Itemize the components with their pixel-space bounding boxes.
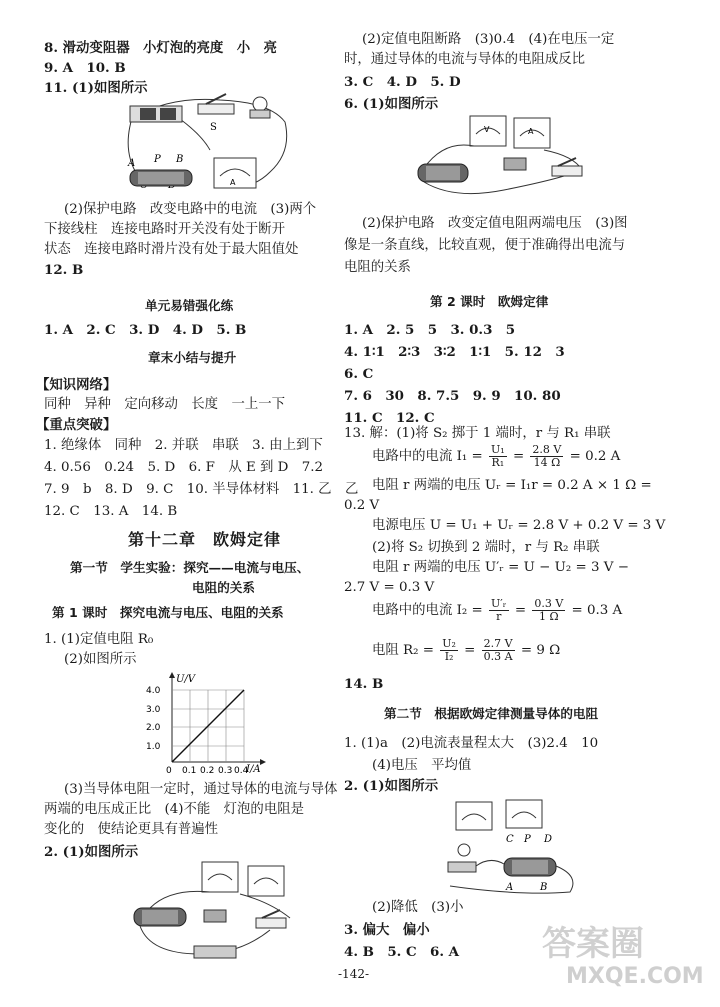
error-drill-answers: 1. A 2. C 3. D 4. D 5. B: [44, 322, 247, 338]
section-1-title-cont: 电阻的关系: [192, 580, 255, 595]
answer-r7: 电阻的关系: [344, 260, 411, 275]
answer-r3: 3. C 4. D 5. D: [344, 74, 461, 90]
svg-text:B: B: [540, 882, 548, 893]
ohm-answers-line2: 4. 1∶1 2∶3 3∶2 1∶1 5. 12 3: [344, 344, 565, 360]
measure-answer-2b: (2)降低 (3)小: [372, 900, 464, 915]
svg-text:1.0: 1.0: [146, 742, 161, 752]
solution-eq-current-2: 电路中的电流 I₂ = $\frac{\text{U′ᵣ}}{r}$ = $\frac{0.3 V}{1 \Omega}$ = 0.3 A: [372, 597, 623, 623]
svg-text:0.3: 0.3: [218, 766, 233, 776]
section-title-summary: 章末小结与提升: [148, 350, 237, 365]
key-answers-line4: 12. C 13. A 14. B: [44, 504, 178, 519]
measure-answer-1: 1. (1)a (2)电流表量程太大 (3)2.4 10: [344, 736, 599, 751]
answer-p1b: (2)如图所示: [64, 652, 137, 667]
ohm-answers-line3: 6. C: [344, 366, 374, 382]
answer-q14: 14. B: [344, 676, 384, 692]
svg-text:A: A: [128, 158, 136, 169]
svg-text:A: A: [506, 882, 514, 893]
lesson-2-title: 第 2 课时 欧姆定律: [430, 294, 549, 309]
answer-p1d: 两端的电压成正比 (4)不能 灯泡的电阻是: [44, 802, 304, 817]
answer-r4: 6. (1)如图所示: [344, 96, 439, 112]
circuit-figure-r6: [414, 110, 594, 200]
solution-eq-resistance: 电阻 R₂ = $\frac{\text{U₂}}{\text{I₂}}$ = $\frac{2.7 V}{0.3 A}$ = 9 Ω: [372, 637, 561, 663]
page-number: -142-: [338, 967, 370, 981]
solution-q13-intro: 13. 解：(1)将 S₂ 掷于 1 端时，r 与 R₁ 串联: [344, 426, 611, 441]
solution-eq-voltage-r2-cont: 2.7 V = 0.3 V: [344, 580, 435, 595]
answer-p2: 2. (1)如图所示: [44, 844, 139, 860]
svg-text:P: P: [154, 154, 161, 165]
answer-q9-q10: 9. A 10. B: [44, 60, 126, 76]
svg-text:0: 0: [166, 766, 172, 776]
measure-answer-1b: (4)电压 平均值: [372, 758, 472, 773]
svg-text:B: B: [176, 154, 184, 165]
answer-p1: 1. (1)定值电阻 R₀: [44, 632, 154, 647]
answer-r1: (2)定值电阻断路 (3)0.4 (4)在电压一定: [362, 32, 615, 47]
knowledge-network-answers: 同种 异种 定向移动 长度 一上一下: [44, 397, 286, 412]
svg-text:D: D: [544, 834, 553, 845]
svg-text:0.1: 0.1: [182, 766, 197, 776]
answer-r6: 像是一条直线，比较直观，便于准确得出电流与: [344, 238, 626, 253]
svg-text:U/V: U/V: [176, 674, 196, 685]
svg-text:0.2: 0.2: [200, 766, 215, 776]
chapter-title: 第十二章 欧姆定律: [128, 530, 282, 549]
ohm-answers-line1: 1. A 2. 5 5 3. 0.3 5: [344, 322, 516, 338]
key-answers-line1: 1. 绝缘体 同种 2. 并联 串联 3. 由上到下: [44, 438, 323, 453]
section-1-title: 第一节 学生实验：探究——电流与电压、: [70, 560, 310, 575]
measure-answer-3: 3. 偏大 偏小: [344, 922, 430, 938]
solution-eq-voltage-r-cont: 0.2 V: [344, 498, 380, 513]
answer-q11-2a: (2)保护电路 改变电路中的电流 (3)两个: [64, 202, 317, 217]
solution-eq-voltage-r2: 电阻 r 两端的电压 U′ᵣ = U − U₂ = 3 V −: [372, 560, 629, 575]
answer-q8: 8. 滑动变阻器 小灯泡的亮度 小 亮: [44, 40, 277, 56]
ohm-answers-line5: 11. C 12. C: [344, 410, 435, 426]
svg-text:V: V: [484, 125, 490, 134]
watermark-logo: 答案圈: [542, 924, 644, 964]
key-answers-line2: 4. 0.56 0.24 5. D 6. F 从 E 到 D 7.2: [44, 460, 324, 475]
circuit-figure-q11: [110, 92, 300, 204]
circuit-figure-p2: [130, 858, 310, 962]
section-2-title: 第二节 根据欧姆定律测量导体的电阻: [384, 706, 599, 721]
answer-q11: 11. (1)如图所示: [44, 80, 148, 96]
answer-q12: 12. B: [44, 262, 84, 278]
answer-q11-2c: 状态 连接电路时滑片没有处于最大阻值处: [44, 242, 299, 257]
ohm-answers-line4: 7. 6 30 8. 7.5 9. 9 10. 80: [344, 388, 561, 404]
circuit-figure-m2: [440, 796, 600, 896]
answer-r2: 时，通过导体的电流与导体的电阻成反比: [344, 52, 586, 67]
solution-eq-source-voltage: 电源电压 U = U₁ + Uᵣ = 2.8 V + 0.2 V = 3 V: [372, 518, 666, 533]
lesson-1-title: 第 1 课时 探究电流与电压、电阻的关系: [52, 605, 284, 620]
svg-text:0.4: 0.4: [234, 766, 249, 776]
watermark-url: MXQE.COM: [566, 964, 704, 989]
section-title-error-drill: 单元易错强化练: [145, 298, 234, 313]
svg-text:A: A: [230, 178, 236, 187]
knowledge-network-heading: 【知识网络】: [36, 377, 117, 393]
key-points-heading: 【重点突破】: [36, 417, 117, 433]
measure-answer-2: 2. (1)如图所示: [344, 778, 439, 794]
svg-text:A: A: [528, 127, 534, 136]
svg-text:3.0: 3.0: [146, 705, 161, 715]
key-answers-line3: 7. 9 b 8. D 9. C 10. 半导体材料 11. 乙 乙: [44, 482, 359, 497]
solution-eq-current-1: 电路中的电流 I₁ = $\frac{\text{U₁}}{\text{R₁}}$ = $\frac{2.8 V}{14 \Omega}$ = 0.2 A: [372, 443, 621, 469]
svg-text:4.0: 4.0: [146, 686, 161, 696]
svg-text:I/A: I/A: [246, 764, 261, 775]
svg-text:2.0: 2.0: [146, 723, 161, 733]
switch-label-S: S: [210, 122, 217, 133]
answer-p1c: (3)当导体电阻一定时，通过导体的电流与导体: [64, 782, 338, 797]
measure-answer-4: 4. B 5. C 6. A: [344, 944, 460, 960]
solution-eq-voltage-r: 电阻 r 两端的电压 Uᵣ = I₁r = 0.2 A × 1 Ω =: [372, 478, 652, 493]
answer-p1e: 变化的 使结论更具有普遍性: [44, 822, 219, 837]
answer-r5: (2)保护电路 改变定值电阻两端电压 (3)图: [362, 216, 628, 231]
svg-text:P: P: [524, 834, 531, 845]
u-i-graph: [140, 672, 270, 776]
solution-part-2: (2)将 S₂ 切换到 2 端时，r 与 R₂ 串联: [372, 540, 600, 555]
answer-q11-2b: 下接线柱 连接电路时开关没有处于断开: [44, 222, 286, 237]
svg-text:C: C: [506, 834, 514, 845]
